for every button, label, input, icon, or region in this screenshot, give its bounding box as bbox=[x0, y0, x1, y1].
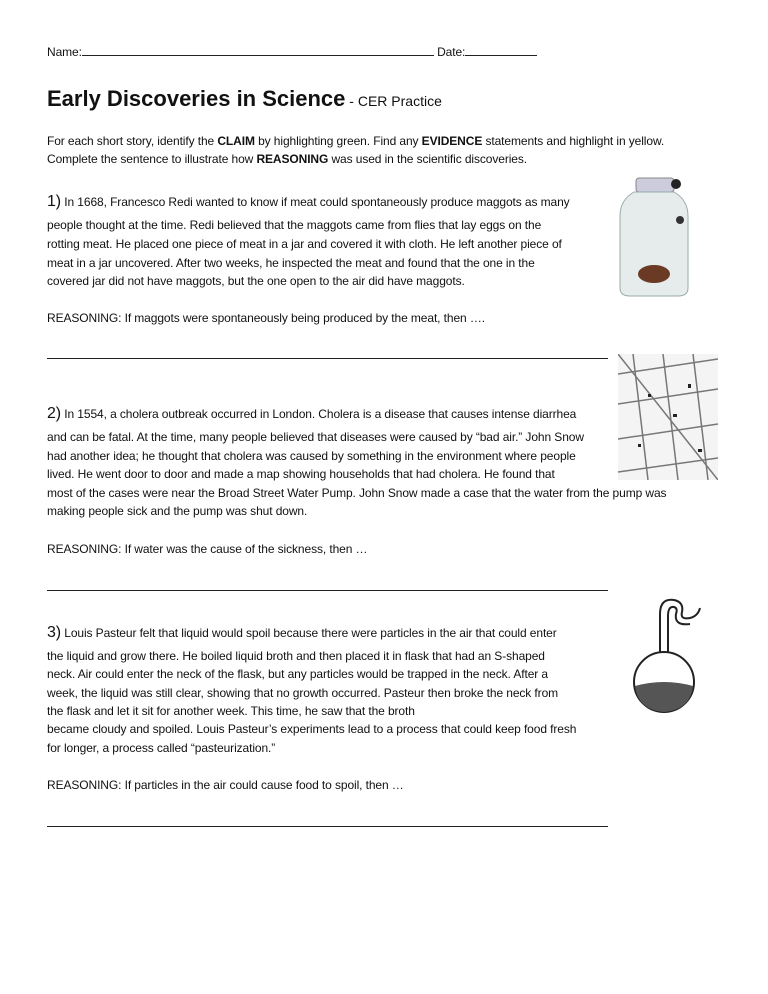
story-2-line: lived. He went door to door and made a map showing households that had cholera. He found that bbox=[47, 467, 555, 481]
text-span: 3) bbox=[47, 624, 62, 641]
story-3-reasoning: REASONING: If particles in the air could cause food to spoil, then … bbox=[47, 778, 404, 792]
text-span: REASONING bbox=[256, 152, 329, 166]
story-1-line bbox=[47, 193, 570, 211]
story-2-line: had another idea; he thought that cholera was caused by something in the environment where people bbox=[47, 449, 576, 463]
name-field[interactable] bbox=[82, 44, 434, 56]
text-span: For each short story, identify the bbox=[47, 134, 218, 148]
story-1-line: covered jar did not have maggots, but the one open to the air did have maggots. bbox=[47, 274, 465, 288]
title-sub: - CER Practice bbox=[345, 93, 442, 109]
page-title bbox=[47, 86, 442, 112]
text-span: 2) bbox=[47, 405, 62, 422]
story-2-line: most of the cases were near the Broad Street Water Pump. John Snow made a case that the water from the pump was bbox=[47, 486, 667, 500]
story-1-line: meat in a jar uncovered. After two weeks, he inspected the meat and found that the one in the bbox=[47, 256, 535, 270]
text-span: 1) bbox=[47, 193, 62, 210]
name-date-row bbox=[47, 44, 537, 59]
text-span: was used in the scientific discoveries. bbox=[328, 152, 527, 166]
story-1-line: rotting meat. He placed one piece of meat in a jar and covered it with cloth. He left another piece of bbox=[47, 237, 562, 251]
text-span: EVIDENCE bbox=[421, 134, 483, 148]
story-2-line: and can be fatal. At the time, many people believed that diseases were caused by “bad air.” John Snow bbox=[47, 430, 584, 444]
text-span: In 1668, Francesco Redi wanted to know if meat could spontaneously produce maggots as many bbox=[64, 195, 570, 209]
story-3-line bbox=[47, 624, 557, 642]
date-label: Date: bbox=[437, 45, 466, 59]
text-span: Louis Pasteur felt that liquid would spoil because there were particles in the air that could enter bbox=[64, 626, 557, 640]
swan-neck-flask-image bbox=[628, 594, 704, 716]
story-1-line: people thought at the time. Redi believed that the maggots came from flies that lay eggs on the bbox=[47, 218, 542, 232]
date-field[interactable] bbox=[465, 44, 537, 56]
name-label: Name: bbox=[47, 45, 82, 59]
text-span: by highlighting green. Find any bbox=[254, 134, 422, 148]
instructions-line-1 bbox=[47, 134, 664, 148]
answer-line-1[interactable] bbox=[47, 358, 608, 359]
story-3-line: week, the liquid was still clear, showing that no growth occurred. Pasteur then broke the neck from bbox=[47, 686, 559, 700]
text-span: Complete the sentence to illustrate how bbox=[47, 152, 257, 166]
story-3-line: neck. Air could enter the neck of the flask, but any particles would be trapped in the neck. After a bbox=[47, 667, 548, 681]
story-3-line: the liquid and grow there. He boiled liquid broth and then placed it in flask that had an S-shaped bbox=[47, 649, 545, 663]
instructions-line-2 bbox=[47, 152, 527, 166]
story-1-reasoning: REASONING: If maggots were spontaneously being produced by the meat, then …. bbox=[47, 311, 485, 325]
answer-line-3[interactable] bbox=[47, 826, 608, 827]
story-3-line: the flask and let it sit for another week. This time, he saw that the broth bbox=[47, 704, 415, 718]
jar-with-meat-image bbox=[614, 176, 694, 300]
story-2-line bbox=[47, 405, 576, 423]
story-3-line: for longer, a process called “pasteurization.” bbox=[47, 741, 276, 755]
text-span: CLAIM bbox=[217, 134, 255, 148]
answer-line-2[interactable] bbox=[47, 590, 608, 591]
text-span: statements and highlight in yellow. bbox=[482, 134, 665, 148]
story-2-reasoning: REASONING: If water was the cause of the sickness, then … bbox=[47, 542, 368, 556]
text-span: In 1554, a cholera outbreak occurred in London. Cholera is a disease that causes intense diarrhea bbox=[64, 407, 577, 421]
story-3-line: became cloudy and spoiled. Louis Pasteur’s experiments lead to a process that could keep food fresh bbox=[47, 722, 577, 736]
title-main: Early Discoveries in Science bbox=[47, 86, 346, 111]
story-2-line: making people sick and the pump was shut down. bbox=[47, 504, 308, 518]
cholera-map-image bbox=[618, 354, 718, 480]
